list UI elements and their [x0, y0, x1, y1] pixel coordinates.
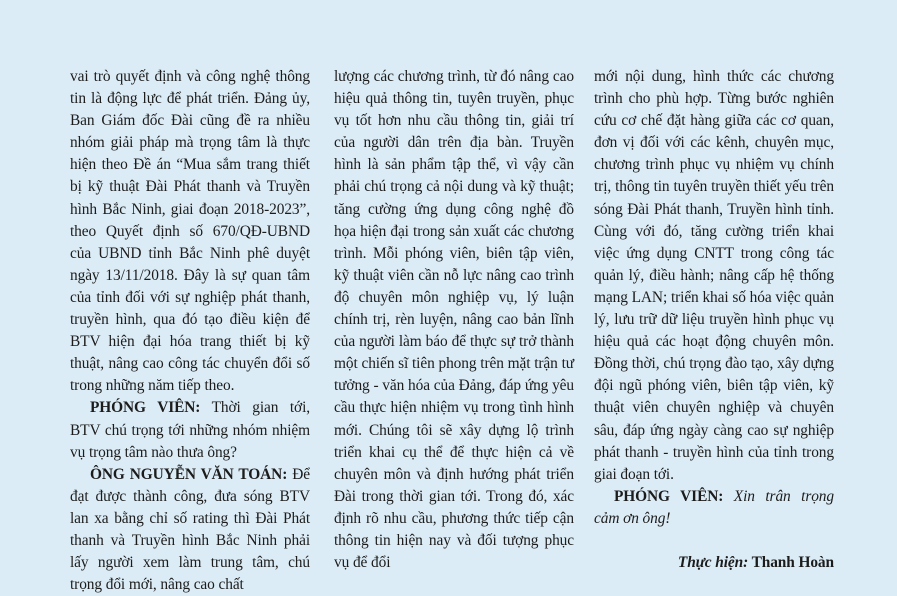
closing-text: Xin trân trọng cảm ơn ông!: [594, 487, 834, 527]
question-text: Thời gian tới, BTV chú trọng tới những nhóm nhiệm vụ trọng tâm nào thưa ông?: [70, 399, 311, 461]
speaker-label-reporter: PHÓNG VIÊN:: [90, 399, 201, 417]
answer-paragraph: [70, 464, 310, 596]
answer-continuation: lượng các chương trình, từ đó nâng cao hiệu quả thông tin, tuyên truyền, phục vụ tốt hơn nhu cầu thông tin, giải trí của người dân trên địa bàn. Truyền hình là sản phẩm tập thể, vì vậy cần phải chú trọng cả nội dung và kỹ thuật; tăng cường ứng dụng công nghệ đồ họa hiện đại trong sản xuất các chương trình. Mỗi phóng viên, biên tập viên, kỹ thuật viên cần nỗ lực nâng cao trình độ chuyên môn nghiệp vụ, lý luận chính trị, rèn luyện, nâng cao bản lĩnh của người làm báo để thực sự trở thành một chiến sĩ tiên phong trên mặt trận tư tưởng - văn hóa của Đảng, đáp ứng yêu cầu thực hiện nhiệm vụ trong tình hình mới. Chúng tôi sẽ xây dựng lộ trình triển khai cụ thể để thực hiện cả về chuyên môn và định hướng phát triển Đài trong thời gian tới. Trong đó, xác định rõ nhu cầu, phương thức tiếp cận thông tin hiện nay và đối tượng phục vụ để đổi: [334, 68, 574, 572]
closing-paragraph: [594, 486, 834, 530]
credit-author-name: Thanh Hoàn: [748, 553, 834, 571]
text-column-3: [594, 66, 834, 574]
question-paragraph: [70, 397, 310, 463]
credit-label: Thực hiện:: [677, 553, 749, 571]
answer-text: Để đạt được thành công, đưa sóng BTV lan xa bằng chỉ số rating thì Đài Phát thanh và Truyền hình Bắc Ninh phải lấy người xem làm trung tâm, chú trọng đổi mới, nâng cao chất: [70, 465, 310, 594]
speaker-label-interviewee: ÔNG NGUYỄN VĂN TOÁN:: [90, 465, 288, 483]
answer-conclusion: mới nội dung, hình thức các chương trình cho phù hợp. Từng bước nghiên cứu cơ chế đặt hàng giữa các cơ quan, đơn vị đối với các kênh, chuyên mục, chương trình phục vụ nhiệm vụ chính trị, thông tin tuyên truyền thiết yếu trên sóng Đài Phát thanh, Truyền hình tỉnh. Cùng với đó, tăng cường triển khai việc ứng dụng CNTT trong công tác quản lý, điều hành; nâng cấp hệ thống mạng LAN; triển khai số hóa việc quản lý, lưu trữ dữ liệu truyền hình phục vụ hiệu quả các hoạt động chuyên môn. Đồng thời, chú trọng đào tạo, xây dựng đội ngũ phóng viên, biên tập viên, kỹ thuật viên chuyên nghiệp và chuyên sâu, đáp ứng ngày càng cao sự nghiệp phát thanh - truyền hình của tỉnh trong giai đoạn tới.: [594, 68, 834, 483]
paragraph-intro-continuation: vai trò quyết định và công nghệ thông tin là động lực để phát triển. Đảng ủy, Ban Giám đốc Đài cũng đề ra nhiều nhóm giải pháp mà trọng tâm là thực hiện theo Đề án “Mua sắm trang thiết bị kỹ thuật Đài Phát thanh và Truyền hình Bắc Ninh, giai đoạn 2018-2023”, theo Quyết định số 670/QĐ-UBND của UBND tỉnh Bắc Ninh phê duyệt ngày 13/11/2018. Đây là sự quan tâm của tỉnh đối với sự nghiệp phát thanh, truyền hình, qua đó tạo điều kiện để BTV hiện đại hóa trang thiết bị kỹ thuật, nâng cao công tác chuyển đổi số trong những năm tiếp theo.: [70, 68, 310, 395]
author-credit: [594, 552, 834, 574]
text-column-1: [70, 66, 310, 596]
text-column-2: [334, 66, 574, 574]
speaker-label-reporter-closing: PHÓNG VIÊN:: [614, 487, 724, 505]
